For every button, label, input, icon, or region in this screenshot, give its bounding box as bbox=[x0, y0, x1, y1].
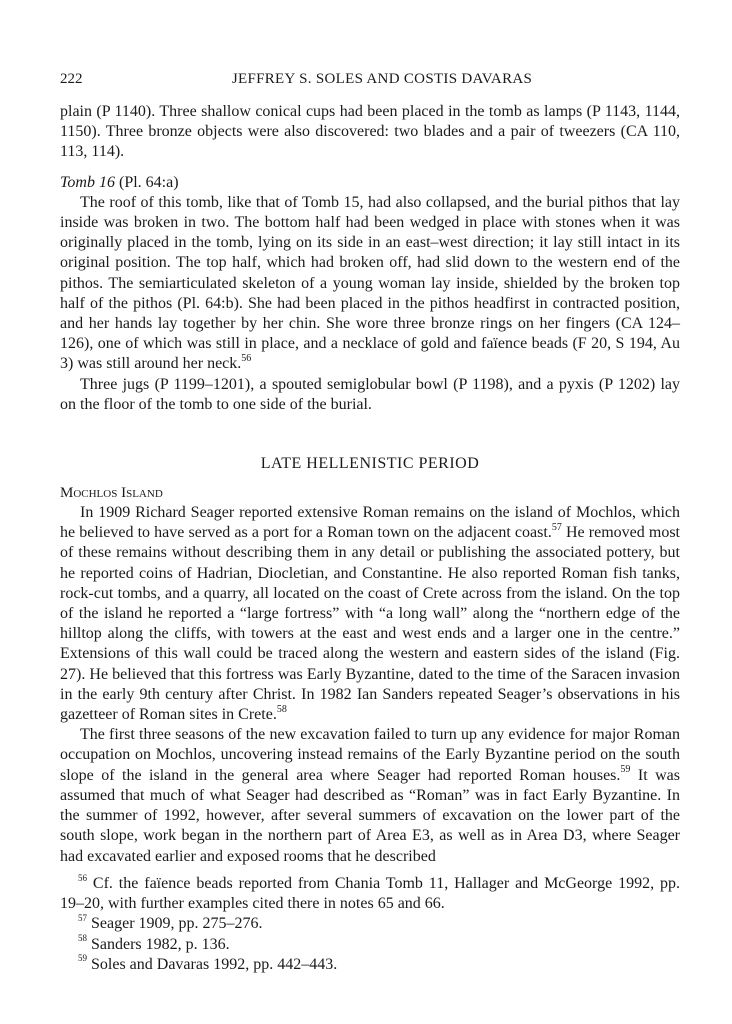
paragraph-tomb16 bbox=[60, 193, 680, 375]
running-title: JEFFREY S. SOLES AND COSTIS DAVARAS bbox=[231, 71, 533, 87]
paragraph-new-excavation-text-b: It was assumed that much of what Seager had described as “Roman” was in fact Early Byzantine. In the summer of 1992, however, after several summers of excavation on the lower part of the south slope, work began in the northern part of Area E3, as well as in Area D3, where Seager had excavated earlier and exposed rooms that he described bbox=[60, 766, 681, 865]
footnote-text: Seager 1909, pp. 275–276. bbox=[87, 915, 263, 933]
footnote-ref-56[interactable]: 56 bbox=[241, 353, 252, 365]
section-heading: LATE HELLENISTIC PERIOD bbox=[260, 455, 480, 473]
paragraph-mochlos-seager bbox=[60, 503, 680, 725]
paragraph-tomb16-text: The roof of this tomb, like that of Tomb 15, had also collapsed, and the burial pithos that lay inside was broken in two. The bottom half had been wedged in place with stones when it was originally placed in the tomb, lying on its side in an east–west direction; it lay still intact in its original position. The top half, which had broken off, had slid down to the western end of the pithos. The semiarticulated skeleton of a young woman lay inside, shielded by the broken top half of the pithos (Pl. 64:b). She had been placed in the pithos headfirst in contracted position, and her hands lay together by her chin. She wore three bronze rings on her fingers (CA 124–126), one of which was still in place, and a necklace of gold and faïence beads (F 20, S 194, Au 3) was still around her neck. bbox=[60, 193, 680, 373]
footnote-number: 56 bbox=[78, 872, 87, 883]
footnote-58 bbox=[60, 935, 680, 955]
footnote-57 bbox=[60, 914, 680, 934]
footnote-ref-59[interactable]: 59 bbox=[620, 764, 631, 776]
footnote-text: Sanders 1982, p. 136. bbox=[87, 935, 230, 953]
body-text bbox=[60, 102, 680, 867]
paragraph-tomb15-end: plain (P 1140). Three shallow conical cups had been placed in the tomb as lamps (P 1143, 1144, 1150). Three bronze objects were also discovered: two blades and a pair of tweezers (CA 110, 113, 114). bbox=[60, 103, 680, 161]
paragraph-new-excavation-text-a: The first three seasons of the new excavation failed to turn up any evidence for major Roman occupation on Mochlos, uncovering instead remains of the Early Byzantine period on the south slope of the island in the general area where Seager had reported Roman houses. bbox=[60, 726, 680, 784]
footnote-56 bbox=[60, 874, 680, 914]
paragraph-new-excavation bbox=[60, 725, 680, 866]
mochlos-heading: Mochlos Island bbox=[60, 485, 163, 502]
footnote-ref-58[interactable]: 58 bbox=[276, 703, 287, 715]
paragraph-mochlos-text-b: He removed most of these remains without describing them in any detail or publishing the associated pottery, but he reported coins of Hadrian, Diocletian, and Constantine. He also reported Roman fish tanks, rock-cut tombs, and a quarry, all located on the coast of Crete across from the island. On the top of the island he reported a “large fortress” with “a long wall” along the “northern edge of the hilltop along the cliffs, with towers at the east and west ends and a larger one in the centre.” Extensions of this wall could be traced along the western and eastern sides of the island (Fig. 27). He believed that this fortress was Early Byzantine, dated to the time of the Saracen invasion in the early 9th century after Christ. In 1982 Ian Sanders repeated Seager’s observations in his gazetteer of Roman sites in Crete. bbox=[60, 524, 681, 724]
footnote-text: Soles and Davaras 1992, pp. 442–443. bbox=[87, 955, 338, 973]
footnote-59 bbox=[60, 955, 680, 975]
footnote-number: 59 bbox=[78, 953, 87, 964]
paragraph-mochlos-text-a: In 1909 Richard Seager reported extensive Roman remains on the island of Mochlos, which he believed to have served as a port for a Roman town on the adjacent coast. bbox=[60, 504, 680, 542]
footnotes bbox=[60, 874, 680, 975]
footnote-text: Cf. the faïence beads reported from Chania Tomb 11, Hallager and McGeorge 1992, pp. 19–20, with further examples cited there in notes 65 and 66. bbox=[60, 875, 680, 913]
running-header bbox=[60, 71, 680, 91]
footnote-ref-57[interactable]: 57 bbox=[551, 521, 562, 533]
footnote-number: 58 bbox=[78, 933, 87, 944]
tomb16-plate-ref: (Pl. 64:a) bbox=[114, 173, 179, 191]
footnote-number: 57 bbox=[78, 913, 87, 924]
tomb16-title: Tomb 16 bbox=[60, 173, 115, 191]
page-number: 222 bbox=[60, 71, 83, 87]
paragraph-tomb16-finds: Three jugs (P 1199–1201), a spouted semiglobular bowl (P 1198), and a pyxis (P 1202) lay on the floor of the tomb to one side of the burial. bbox=[60, 375, 680, 413]
tomb16-heading bbox=[60, 173, 680, 193]
